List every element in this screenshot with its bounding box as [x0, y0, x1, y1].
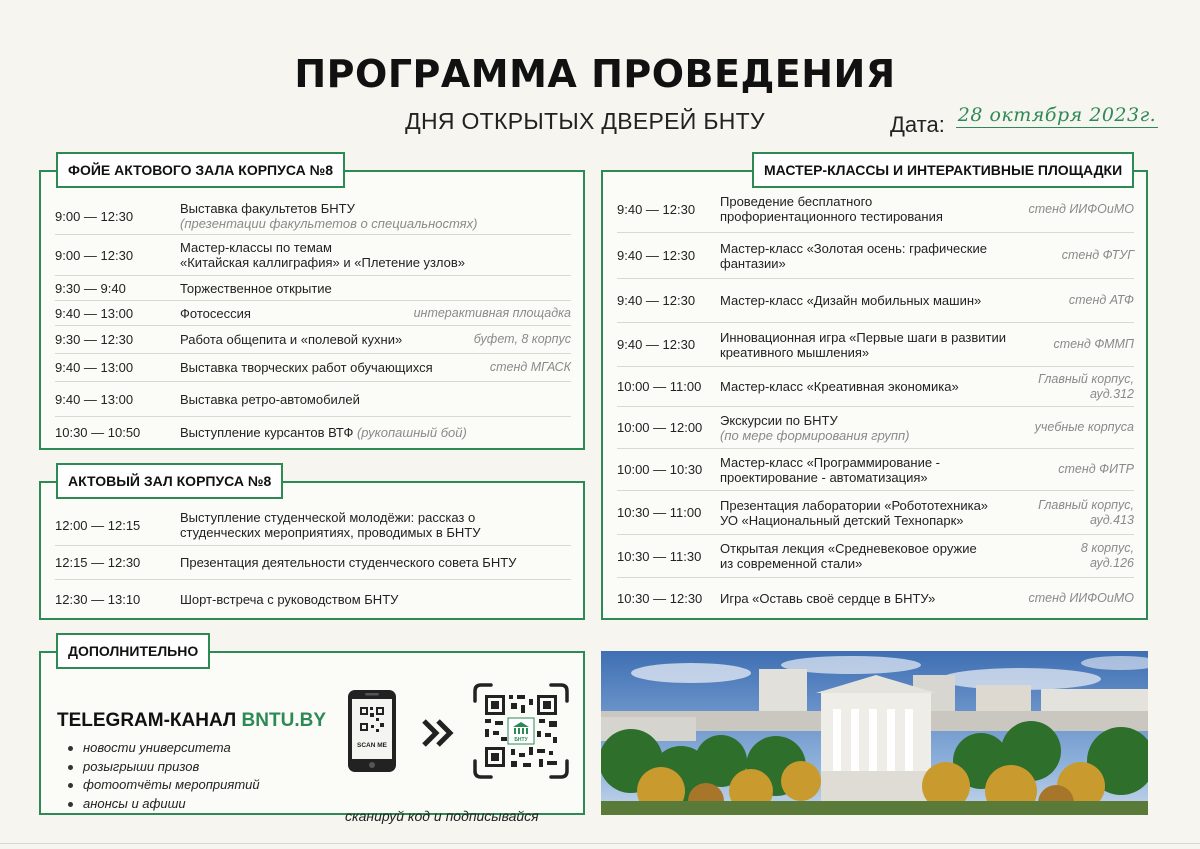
row-description: Презентация лаборатории «Робототехника» УО «Национальный детский Технопарк»	[720, 497, 989, 528]
row-description: Торжественное открытие	[180, 280, 332, 296]
schedule-row	[55, 235, 571, 276]
row-time: 9:40 — 12:30	[617, 248, 696, 263]
page-subtitle: ДНЯ ОТКРЫТЫХ ДВЕРЕЙ БНТУ	[405, 108, 765, 134]
row-place: стенд ФММП	[1053, 337, 1134, 351]
schedule-row	[55, 546, 571, 580]
schedule-row	[55, 417, 571, 447]
foyer-section-title: ФОЙЕ АКТОВОГО ЗАЛА КОРПУСА №8	[56, 152, 345, 188]
schedule-row	[617, 279, 1134, 323]
row-description: Мастер-класс «Золотая осень: графические фантазии»	[720, 240, 987, 271]
row-place: 8 корпус, ауд.126	[1080, 541, 1134, 570]
qr-code-icon[interactable]	[473, 683, 569, 779]
row-place: стенд ИИФОиМО	[1028, 590, 1134, 605]
hall-panel	[39, 481, 585, 620]
schedule-row	[55, 382, 571, 417]
row-time: 9:40 — 12:30	[617, 293, 696, 308]
row-description: Выставка ретро-автомобилей	[180, 391, 360, 407]
row-time: 10:00 — 12:00	[617, 420, 703, 435]
row-description: Мастер-класс «Программирование - проектирование - автоматизация»	[720, 454, 940, 485]
campus-photo	[601, 651, 1148, 815]
masterclasses-section-title: МАСТЕР-КЛАССЫ И ИНТЕРАКТИВНЫЕ ПЛОЩАДКИ	[752, 152, 1134, 188]
schedule-row	[55, 301, 571, 326]
schedule-row	[617, 449, 1134, 491]
row-time: 9:40 — 12:30	[617, 337, 696, 352]
row-description: Проведение бесплатного профориентационного тестирования	[720, 194, 943, 224]
row-time: 9:00 — 12:30	[55, 247, 134, 263]
row-place: интерактивная площадка	[413, 305, 571, 320]
row-description: Инновационная игра «Первые шаги в развитии креативного мышления»	[720, 329, 1007, 360]
schedule-row	[617, 535, 1134, 578]
row-description: Презентация деятельности студенческого совета БНТУ	[180, 555, 517, 570]
row-description: Экскурсии по БНТУ (по мере формирования групп)	[720, 412, 910, 443]
row-time: 12:00 — 12:15	[55, 517, 141, 533]
row-description: Выставка факультетов БНТУ (презентации факультетов о специальностях)	[180, 201, 478, 231]
bntu-logo-icon	[508, 718, 534, 744]
chevron-double-right-icon	[421, 718, 457, 748]
row-description: Мастер-классы по темам «Китайская каллиграфия» и «Плетение узлов»	[180, 240, 465, 270]
row-time: 9:30 — 12:30	[55, 332, 134, 347]
row-time: 10:00 — 11:00	[617, 379, 702, 394]
schedule-row	[617, 233, 1134, 279]
telegram-feature-list	[63, 739, 260, 813]
row-description: Работа общепита и «полевой кухни»	[180, 332, 403, 347]
row-place: стенд АТФ	[1068, 293, 1134, 307]
row-place: стенд ФИТР	[1058, 462, 1134, 476]
row-place: стенд ИИФОиМО	[1028, 201, 1134, 216]
row-time: 9:00 — 12:30	[55, 208, 134, 224]
row-place: Главный корпус, ауд.413	[1038, 497, 1134, 527]
list-item: новости университета	[63, 739, 260, 758]
row-time: 9:30 — 9:40	[55, 280, 126, 296]
list-item: розыгрыши призов	[63, 758, 260, 777]
row-time: 12:15 — 12:30	[55, 555, 141, 570]
row-description: Выставка творческих работ обучающихся	[180, 360, 433, 375]
row-time: 10:00 — 10:30	[617, 462, 703, 477]
masterclasses-panel	[601, 170, 1148, 620]
date-label: Дата:	[890, 112, 945, 137]
schedule-row	[617, 186, 1134, 233]
qr-logo-label: БНТУ	[514, 737, 528, 743]
row-time: 9:40 — 13:00	[55, 360, 134, 375]
schedule-row	[55, 580, 571, 618]
row-description: Мастер-класс «Дизайн мобильных машин»	[720, 293, 982, 308]
row-time: 10:30 — 11:00	[617, 505, 702, 520]
row-time: 9:40 — 13:00	[55, 391, 134, 407]
schedule-row	[55, 326, 571, 354]
row-place: Главный корпус, ауд.312	[1038, 371, 1134, 401]
row-place: стенд МГАСК	[489, 360, 571, 374]
list-item: анонсы и афиши	[63, 795, 260, 814]
extra-section-title: ДОПОЛНИТЕЛЬНО	[56, 633, 210, 669]
row-description: Шорт-встреча с руководством БНТУ	[180, 591, 399, 607]
schedule-row	[55, 354, 571, 382]
schedule-row	[55, 505, 571, 546]
row-time: 10:30 — 12:30	[617, 590, 703, 606]
scan-me-label: SCAN ME	[357, 742, 387, 749]
extra-panel	[39, 651, 585, 824]
page-title: ПРОГРАММА ПРОВЕДЕНИЯ	[294, 52, 896, 96]
row-time: 10:30 — 11:30	[617, 548, 702, 564]
schedule-row	[55, 198, 571, 235]
row-description: Игра «Оставь своё сердце в БНТУ»	[720, 590, 936, 606]
row-description: Выступление студенческой молодёжи: рассказ о студенческих мероприятиях, проводимых в БНТУ	[180, 510, 481, 540]
row-place: буфет, 8 корпус	[473, 332, 571, 346]
schedule-row	[617, 367, 1134, 407]
foyer-panel	[39, 170, 585, 450]
scan-caption: сканируй код и подписывайся	[345, 808, 539, 824]
hall-section-title: АКТОВЫЙ ЗАЛ КОРПУСА №8	[56, 463, 283, 499]
row-description: Мастер-класс «Креативная экономика»	[720, 379, 959, 394]
row-time: 9:40 — 13:00	[55, 305, 134, 321]
row-time: 12:30 — 13:10	[55, 591, 141, 607]
row-time: 9:40 — 12:30	[617, 201, 696, 217]
row-time: 10:30 — 10:50	[55, 424, 141, 440]
schedule-row	[617, 323, 1134, 367]
schedule-row	[617, 407, 1134, 449]
schedule-row	[617, 491, 1134, 535]
list-item: фотоотчёты мероприятий	[63, 776, 260, 795]
row-description: Фотосессия	[180, 305, 251, 321]
date-value: 28 октября 2023г.	[957, 104, 1157, 126]
telegram-title: TELEGRAM-КАНАЛ BNTU.BY	[57, 710, 326, 731]
bottom-divider	[0, 843, 1200, 844]
telegram-channel-name[interactable]: BNTU.BY	[241, 710, 326, 731]
schedule-row	[55, 276, 571, 301]
schedule-row	[617, 578, 1134, 618]
row-place: стенд ФТУГ	[1061, 248, 1134, 262]
row-description: Выступление курсантов ВТФ (рукопашный бой)	[180, 424, 467, 440]
phone-icon	[347, 689, 397, 773]
row-description: Открытая лекция «Средневековое оружие из современной стали»	[720, 541, 977, 571]
row-place: учебные корпуса	[1034, 420, 1134, 434]
